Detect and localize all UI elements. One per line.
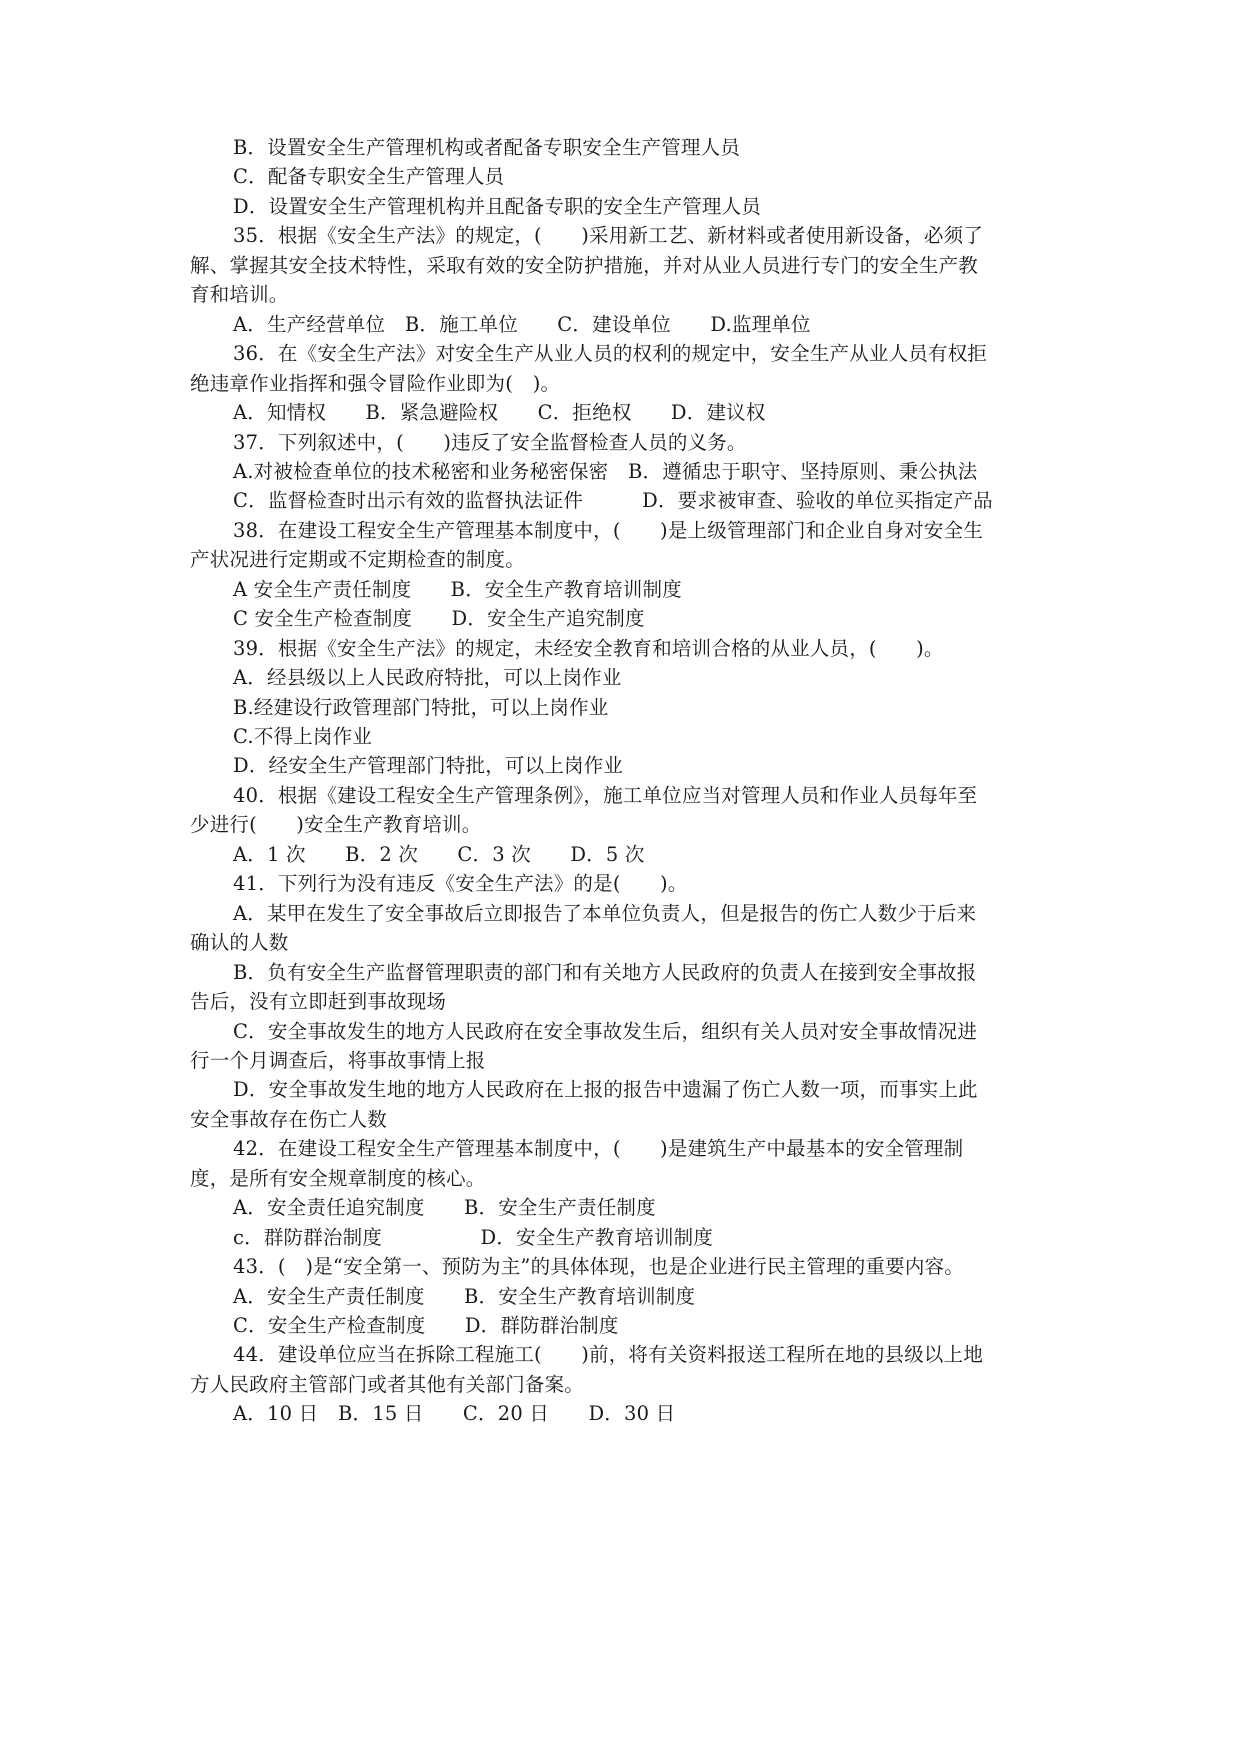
text-line: 42．在建设工程安全生产管理基本制度中，( )是建筑生产中最基本的安全管理制 [233,1137,964,1161]
text-line: 35．根据《安全生产法》的规定，( )采用新工艺、新材料或者使用新设备，必须了 [233,224,984,248]
text-line: A．某甲在发生了安全事故后立即报告了本单位负责人，但是报告的伤亡人数少于后来 [233,901,977,925]
text-line: 41．下列行为没有违反《安全生产法》的是( )。 [233,872,688,896]
text-line: C．配备专职安全生产管理人员 [233,165,505,189]
text-line: 行一个月调查后，将事故事情上报 [190,1048,486,1072]
text-line: 度，是所有安全规章制度的核心。 [190,1166,486,1190]
text-line: 确认的人数 [190,931,289,955]
text-line: 38．在建设工程安全生产管理基本制度中，( )是上级管理部门和企业自身对安全生 [233,518,984,542]
text-line: C 安全生产检查制度 D．安全生产追究制度 [233,607,645,631]
text-line: c．群防群治制度 D．安全生产教育培训制度 [233,1225,714,1249]
text-line: 40．根据《建设工程安全生产管理条例》，施工单位应当对管理人员和作业人员每年至 [233,783,978,807]
text-line: A．10 日 B．15 日 C．20 日 D．30 日 [233,1402,676,1426]
text-line: 育和培训。 [190,283,289,307]
text-line: A．经县级以上人民政府特批，可以上岗作业 [233,666,622,690]
text-line: 37．下列叙述中，( )违反了安全监督检查人员的义务。 [233,430,747,454]
text-line: B.经建设行政管理部门特批，可以上岗作业 [233,695,609,719]
text-line: A．知情权 B．紧急避险权 C．拒绝权 D．建议权 [233,401,766,425]
text-line: C．监督检查时出示有效的监督执法证件 D．要求被审查、验收的单位买指定产品 [233,489,993,513]
text-line: A．1 次 B．2 次 C．3 次 D．5 次 [233,842,645,866]
text-line: 安全事故存在伤亡人数 [190,1107,388,1131]
text-line: 39．根据《安全生产法》的规定，未经安全教育和培训合格的从业人员，( )。 [233,636,944,660]
text-line: 方人民政府主管部门或者其他有关部门备案。 [190,1372,585,1396]
text-line: A.对被检查单位的技术秘密和业务秘密保密 B．遵循忠于职守、坚持原则、秉公执法 [233,459,978,483]
text-line: 解、掌握其安全技术特性，采取有效的安全防护措施，并对从业人员进行专门的安全生产教 [190,253,979,277]
text-line: A．生产经营单位 B．施工单位 C．建设单位 D.监理单位 [233,312,811,336]
text-line: A．安全生产责任制度 B．安全生产教育培训制度 [233,1284,696,1308]
text-line: 44．建设单位应当在拆除工程施工( )前，将有关资料报送工程所在地的县级以上地 [233,1343,984,1367]
text-line: B．负有安全生产监督管理职责的部门和有关地方人民政府的负责人在接到安全事故报 [233,960,977,984]
text-line: D．安全事故发生地的地方人民政府在上报的报告中遗漏了伤亡人数一项，而事实上此 [233,1078,978,1102]
text-line: A 安全生产责任制度 B．安全生产教育培训制度 [233,577,682,601]
text-line: C．安全生产检查制度 D．群防群治制度 [233,1314,619,1337]
text-line: 43．( )是“安全第一、预防为主”的具体体现，也是企业进行民主管理的重要内容。 [233,1255,964,1279]
text-line: C.不得上岗作业 [233,725,373,748]
text-line: 36．在《安全生产法》对安全生产从业人员的权利的规定中，安全生产从业人员有权拒 [233,342,988,366]
text-line: D．经安全生产管理部门特批，可以上岗作业 [233,754,624,778]
text-line: 告后，没有立即赶到事故现场 [190,990,447,1014]
text-line: C．安全事故发生的地方人民政府在安全事故发生后，组织有关人员对安全事故情况进 [233,1019,978,1043]
text-line: 产状况进行定期或不定期检查的制度。 [190,548,525,572]
text-line: 少进行( )安全生产教育培训。 [190,813,482,837]
text-line: 绝违章作业指挥和强令冒险作业即为( )。 [190,371,561,395]
text-line: D．设置安全生产管理机构并且配备专职的安全生产管理人员 [233,194,762,218]
text-line: A．安全责任追究制度 B．安全生产责任制度 [233,1196,656,1220]
text-line: B．设置安全生产管理机构或者配备专职安全生产管理人员 [233,136,741,159]
